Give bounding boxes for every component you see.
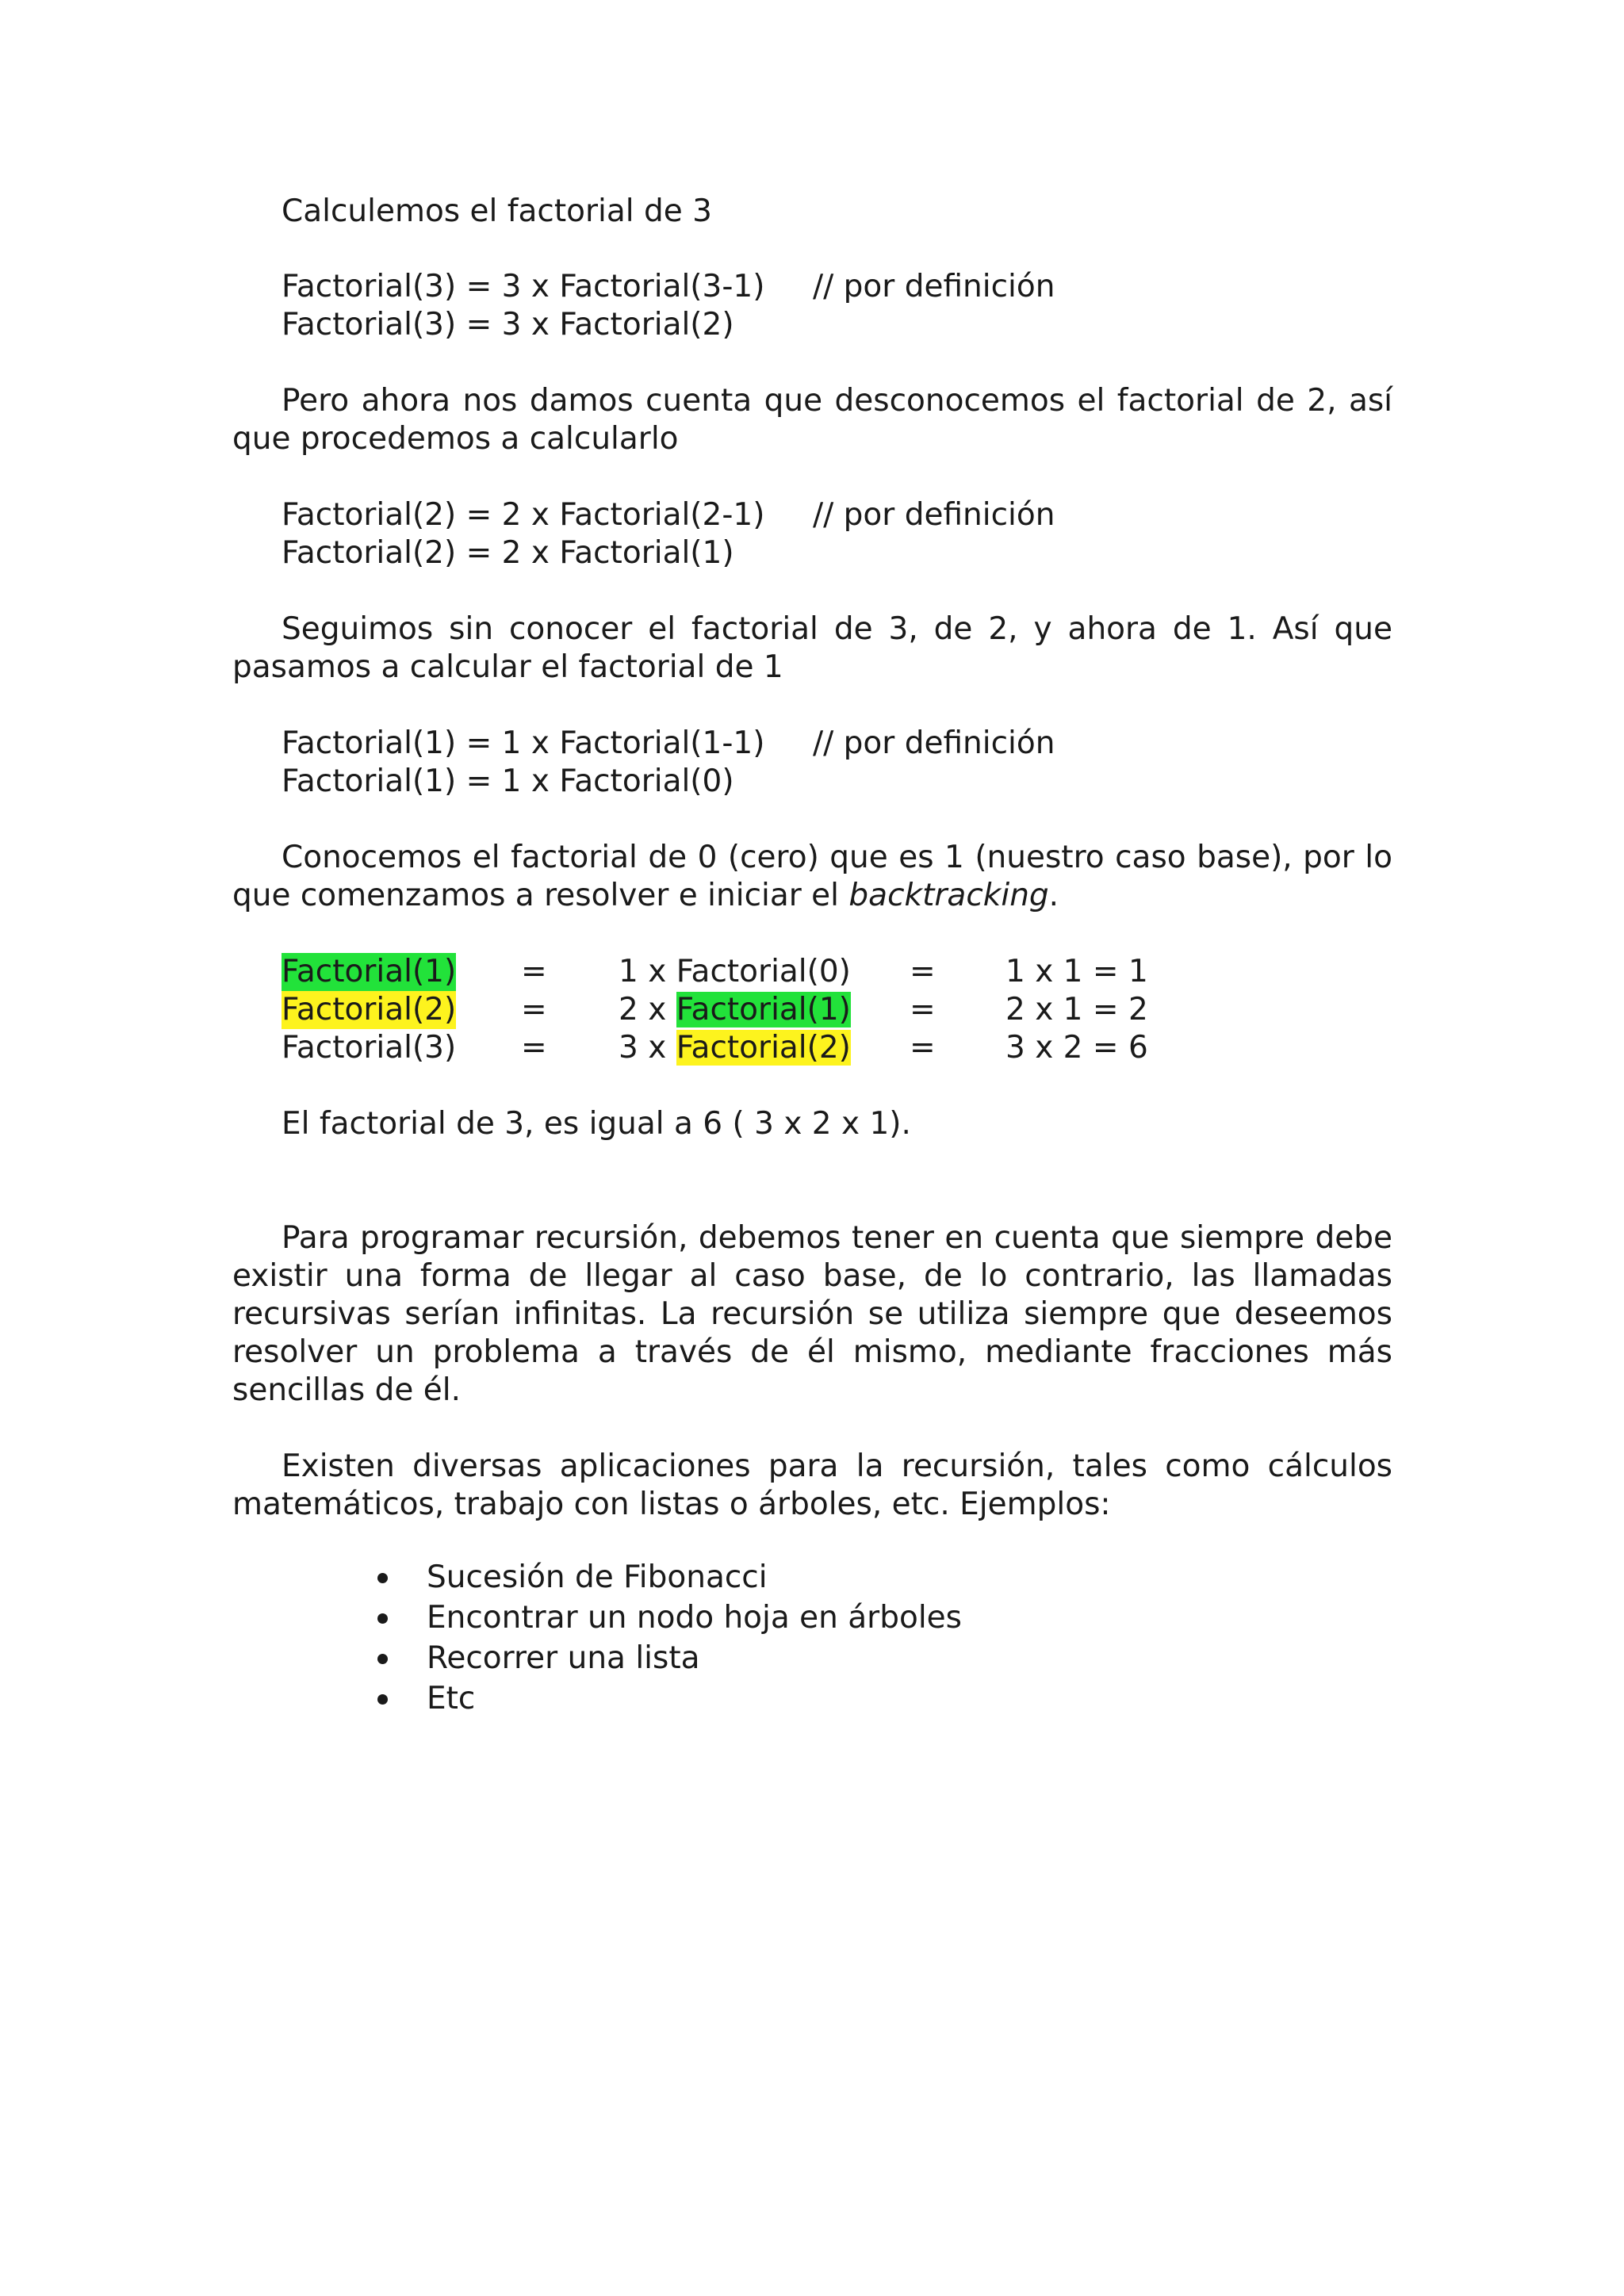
row2-result: 2 x 1 = 2 xyxy=(1005,992,1148,1027)
row3-middle: 3 x Factorial(2) xyxy=(619,1030,851,1066)
row1-middle: 1 x Factorial(0) xyxy=(619,954,851,989)
row2-left-highlighted: Factorial(2) xyxy=(282,992,457,1027)
bullet-icon xyxy=(377,1694,388,1705)
factorial1-substituted: Factorial(1) = 1 x Factorial(0) xyxy=(282,763,734,799)
factorial2-comment: // por definición xyxy=(813,497,1055,533)
factorial1-definition: Factorial(1) = 1 x Factorial(1-1) xyxy=(282,725,765,761)
examples-list xyxy=(373,1557,962,1719)
intro-line: Calculemos el factorial de 3 xyxy=(282,193,712,229)
list-item: Sucesión de Fibonacci xyxy=(373,1557,962,1598)
factorial3-comment: // por definición xyxy=(813,269,1055,304)
paragraph-need-factorial-2: Pero ahora nos damos cuenta que desconocemos el factorial de 2, así que procedemos a calcularlo xyxy=(232,383,1392,457)
row3-equals: = xyxy=(521,1030,547,1066)
row1-equals: = xyxy=(521,954,547,989)
row2-middle-ref-highlighted: Factorial(1) xyxy=(676,992,851,1027)
row1-equals-2: = xyxy=(910,954,936,989)
row2-equals: = xyxy=(521,992,547,1027)
row1-left-highlighted: Factorial(1) xyxy=(282,954,457,989)
row3-equals-2: = xyxy=(910,1030,936,1066)
factorial1-comment: // por definición xyxy=(813,725,1055,761)
backtracking-term: backtracking xyxy=(848,878,1049,913)
row3-middle-ref-highlighted: Factorial(2) xyxy=(676,1030,851,1066)
factorial2-definition: Factorial(2) = 2 x Factorial(2-1) xyxy=(282,497,765,533)
bullet-icon xyxy=(377,1573,388,1583)
paragraph-base-case: Conocemos el factorial de 0 (cero) que es 1 (nuestro caso base), por lo que comenzamos a resolver e iniciar el backtracking. xyxy=(232,840,1392,913)
bullet-icon xyxy=(377,1613,388,1624)
row2-middle: 2 x Factorial(1) xyxy=(619,992,851,1027)
factorial3-substituted: Factorial(3) = 3 x Factorial(2) xyxy=(282,307,734,342)
row2-equals-2: = xyxy=(910,992,936,1027)
paragraph-programming-recursion: Para programar recursión, debemos tener en cuenta que siempre debe existir una forma de llegar al caso base, de lo contrario, las llamadas recursivas serían infinitas. La recursión se utiliza siempre que deseemos resolver un problema a través de él mismo, mediante fracciones más sencillas de él. xyxy=(232,1220,1392,1408)
list-item: Etc xyxy=(373,1678,962,1719)
bullet-icon xyxy=(377,1654,388,1664)
factorial2-substituted: Factorial(2) = 2 x Factorial(1) xyxy=(282,535,734,571)
conclusion-line: El factorial de 3, es igual a 6 ( 3 x 2 x 1). xyxy=(282,1106,911,1142)
row3-left: Factorial(3) xyxy=(282,1030,457,1066)
list-item: Recorrer una lista xyxy=(373,1638,962,1678)
row1-middle-ref: Factorial(0) xyxy=(676,954,851,989)
paragraph-applications: Existen diversas aplicaciones para la recursión, tales como cálculos matemáticos, trabajo con listas o árboles, etc. Ejemplos: xyxy=(232,1448,1392,1522)
list-item: Encontrar un nodo hoja en árboles xyxy=(373,1598,962,1638)
factorial3-definition: Factorial(3) = 3 x Factorial(3-1) xyxy=(282,269,765,304)
paragraph-need-factorial-1: Seguimos sin conocer el factorial de 3, de 2, y ahora de 1. Así que pasamos a calcular el factorial de 1 xyxy=(232,611,1392,685)
row1-result: 1 x 1 = 1 xyxy=(1005,954,1148,989)
row3-result: 3 x 2 = 6 xyxy=(1005,1030,1148,1066)
